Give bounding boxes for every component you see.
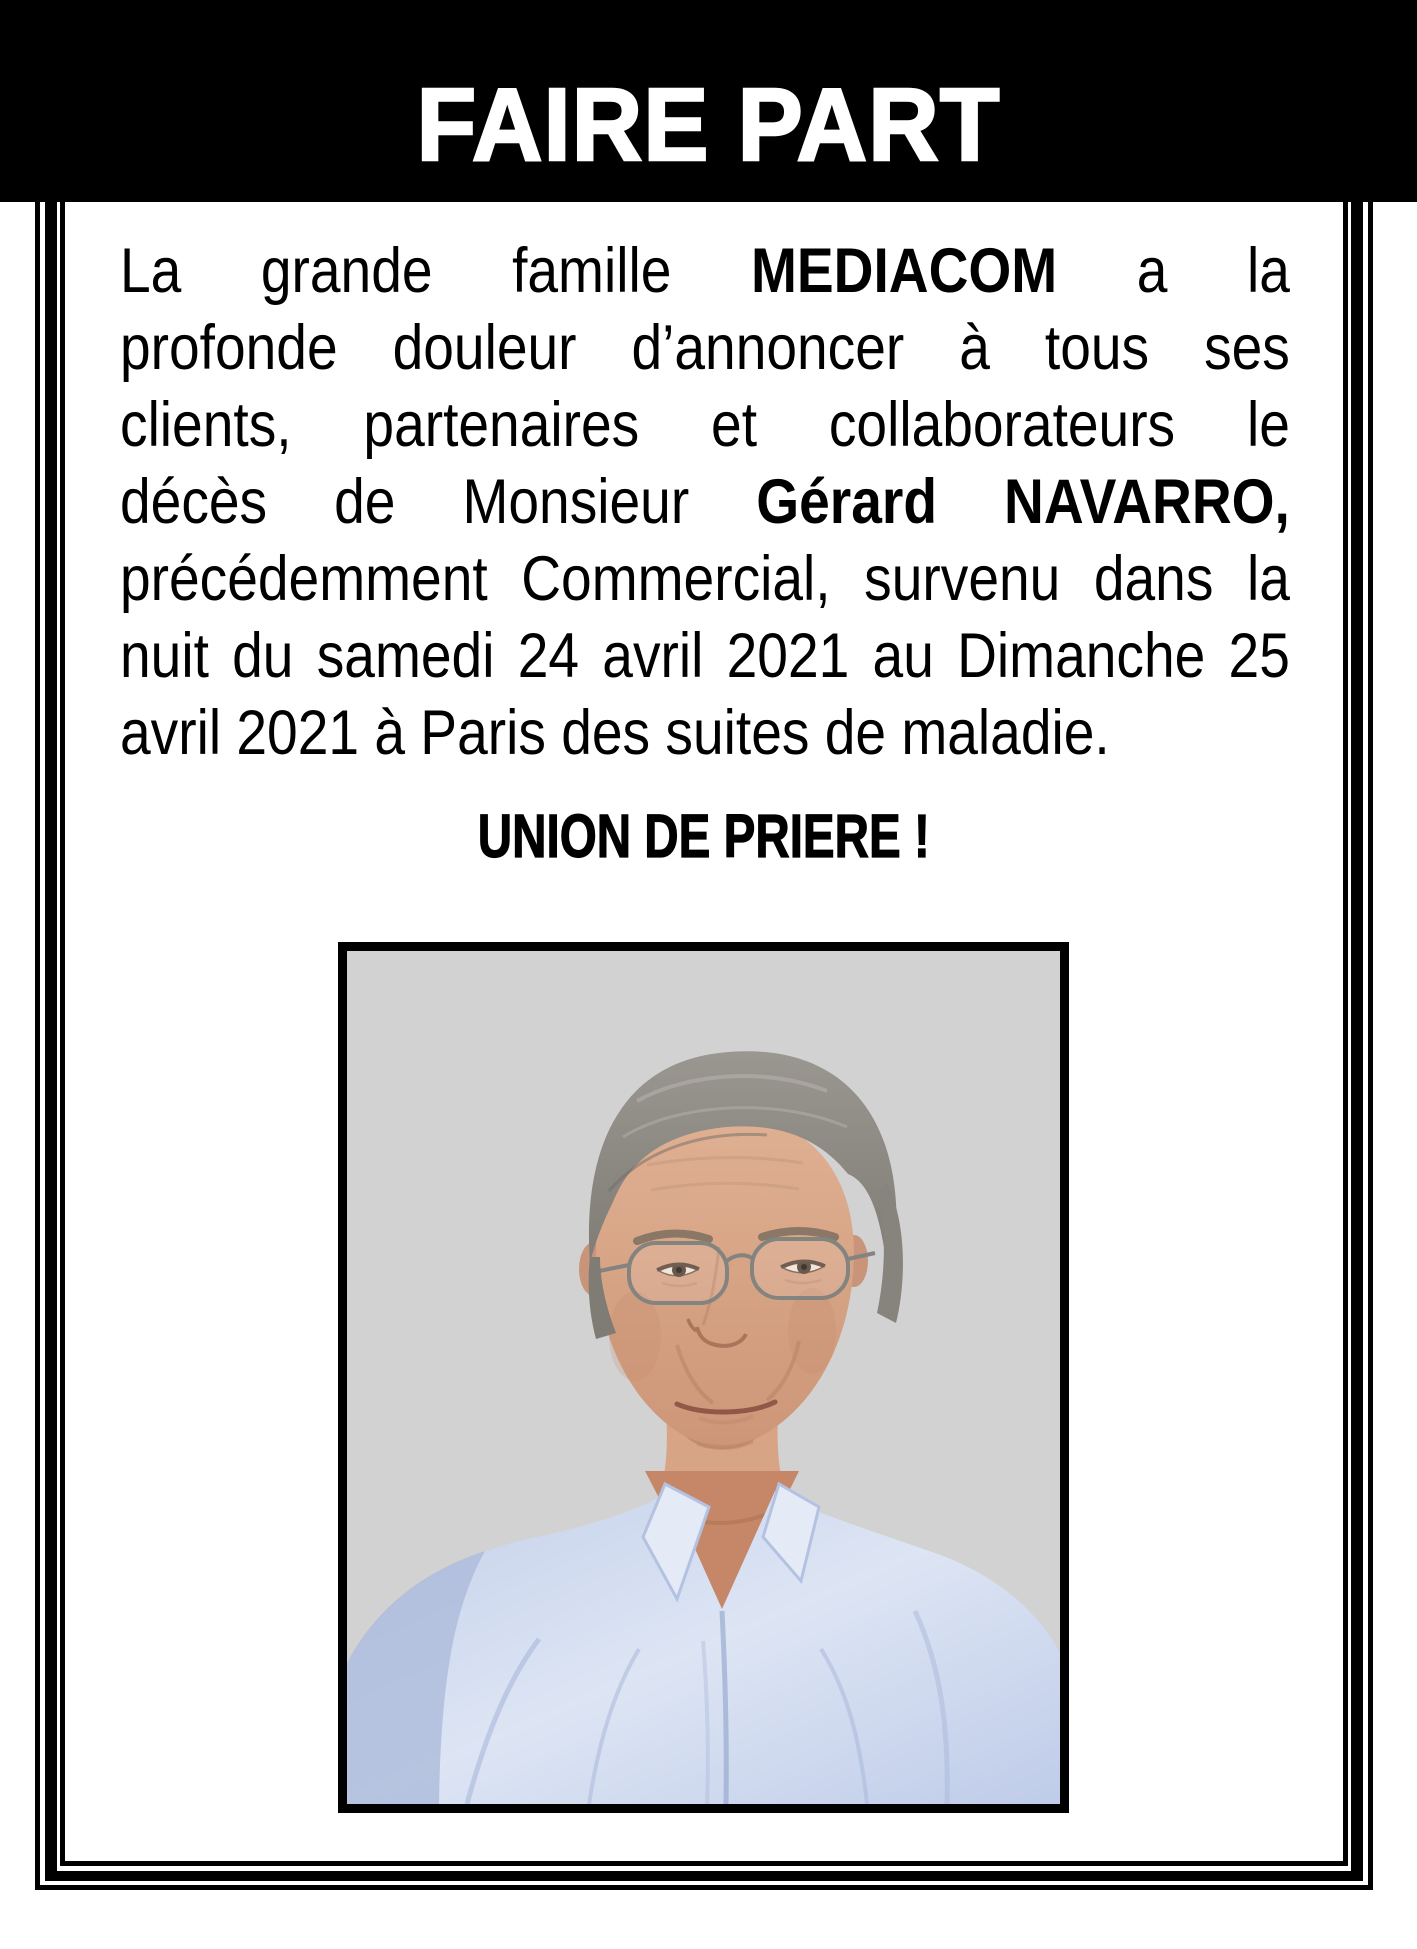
header-band (0, 0, 1417, 202)
photo-frame (338, 942, 1069, 1813)
announcement-line: profonde douleur d’annoncer à tous ses (120, 313, 1290, 383)
page-title: FAIRE PART (416, 67, 1001, 182)
announcement-line: clients, partenaires et collaborateurs le (120, 390, 1290, 460)
portrait-photo (347, 951, 1060, 1804)
announcement-text (120, 233, 1290, 772)
announcement-line: avril 2021 à Paris des suites de maladie. (120, 698, 1110, 768)
announcement-line: décès de Monsieur Gérard NAVARRO, (120, 467, 1290, 537)
announcement-line: La grande famille MEDIACOM a la (120, 236, 1290, 306)
prayer-heading-label: UNION DE PRIERE ! (477, 802, 931, 870)
prayer-heading (65, 802, 1343, 870)
announcement-line: nuit du samedi 24 avril 2021 au Dimanche 25 (120, 621, 1290, 691)
announcement-line: précédemment Commercial, survenu dans la (120, 544, 1290, 614)
